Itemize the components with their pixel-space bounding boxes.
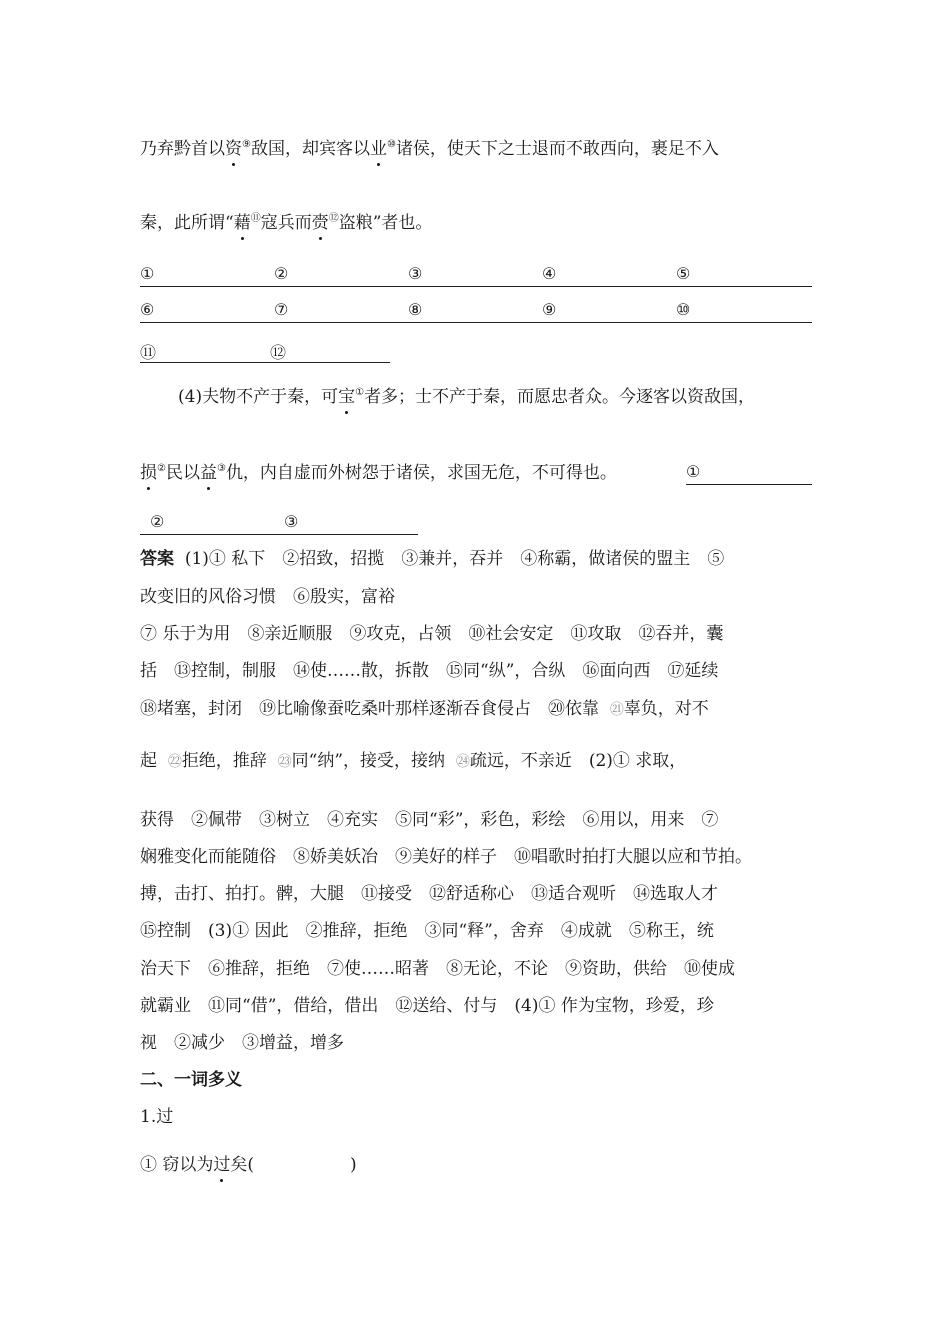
question-line — [140, 1153, 812, 1177]
answer-line: 治天下 ⑥推辞，拒绝 ⑦使……昭著 ⑧无论，不论 ⑨资助，供给 ⑩使成 — [140, 959, 735, 979]
text: 诸侯，使天下之士退而不敢西向，裹足不入 — [395, 139, 719, 159]
text: 仇，内自虚而外树怨于诸侯，求国无危，不可得也。 — [225, 463, 617, 483]
dotted-char: 藉 — [233, 213, 251, 233]
passage-line — [140, 212, 812, 234]
note-mark: ㉔ — [455, 754, 470, 770]
answer-line — [140, 547, 812, 571]
dotted-char: 资 — [225, 139, 242, 159]
note-mark: ① — [355, 387, 365, 398]
answer-line — [140, 749, 812, 774]
text: ) — [350, 1155, 357, 1175]
dotted-char: 业 — [369, 139, 387, 159]
note-mark: ③ — [216, 463, 226, 474]
note-mark: ㉑ — [609, 702, 624, 718]
note-mark: ② — [157, 463, 166, 474]
note-mark: ㉓ — [277, 754, 292, 770]
text: 乃弃黔首以 — [140, 139, 225, 159]
answer-line: ⑦ 乐于为用 ⑧亲近顺服 ⑨攻克，占领 ⑩社会安定 ⑪攻取 ⑫吞并，囊 — [140, 624, 724, 644]
blank-row[interactable] — [140, 264, 812, 287]
blank-label: ① — [686, 462, 701, 481]
answer-line: ⑮控制 (3)① 因此 ②推辞，拒绝 ③同“释”，舍弃 ④成就 ⑤称王，统 — [140, 921, 714, 941]
blank-label: ⑤ — [676, 264, 691, 283]
blank-label: ③ — [408, 264, 423, 283]
answer-line — [140, 697, 812, 722]
blank-label: ⑪ — [140, 343, 157, 362]
answer-line: 就霸业 ⑪同“借”，借给，借出 ⑫送给、付与 (4)① 作为宝物，珍爱，珍 — [140, 996, 714, 1016]
text: ⑱堵塞，封闭 ⑲比喻像蚕吃桑叶那样逐渐吞食侵占 ⑳依靠 — [140, 699, 599, 719]
answer-line: 视 ②减少 ③增益，增多 — [140, 1033, 344, 1053]
dotted-char: 宝 — [338, 387, 356, 407]
dotted-char: 赍 — [311, 213, 329, 233]
blank-label: ③ — [284, 512, 299, 531]
blank-label: ② — [150, 512, 165, 531]
text: (4)夫物不产于秦，可 — [178, 387, 339, 407]
blank-row[interactable] — [140, 512, 418, 535]
note-mark: ⑫ — [328, 213, 339, 224]
blank-label: ⑦ — [274, 300, 289, 319]
text: 者多；士不产于秦，而愿忠者众。今逐客以资敌国， — [364, 387, 756, 407]
blank-label: ⑧ — [408, 300, 423, 319]
blank-field[interactable] — [686, 462, 812, 485]
dotted-char: 过 — [213, 1155, 231, 1175]
blank-label: ④ — [542, 264, 557, 283]
answer-line: 改变旧的风俗习惯 ⑥殷实，富裕 — [140, 587, 395, 607]
text: 矣( — [230, 1155, 255, 1175]
text: 敌国，却宾客以 — [250, 139, 370, 159]
blank-label: ⑫ — [270, 343, 287, 362]
text: 秦，此所谓“ — [140, 213, 234, 233]
text: ① 窃以为 — [140, 1155, 214, 1175]
passage-line — [178, 386, 812, 408]
blank-label: ② — [274, 264, 289, 283]
answer-line: 获得 ②佩带 ③树立 ④充实 ⑤同“彩”，彩色，彩绘 ⑥用以，用来 ⑦ — [140, 810, 719, 830]
blank-row[interactable] — [140, 300, 812, 323]
dotted-char: 损 — [140, 463, 157, 483]
text: 拒绝，推辞 — [181, 751, 267, 771]
text: 疏远，不亲近 (2)① 求取， — [469, 751, 687, 771]
note-mark: ⑨ — [242, 139, 251, 150]
passage-line — [140, 138, 812, 160]
blank-label: ⑨ — [542, 300, 557, 319]
blank-label: ⑥ — [140, 300, 155, 319]
answer-label: 答案 — [140, 549, 174, 569]
text: 民以 — [165, 463, 200, 483]
item-title: 1.过 — [140, 1107, 174, 1127]
blank-label: ① — [140, 264, 155, 283]
text: 盗粮”者也。 — [338, 213, 433, 233]
note-mark: ⑪ — [250, 213, 261, 224]
answer-line: 搏，击打、拍打。髀，大腿 ⑪接受 ⑫舒适称心 ⑬适合观听 ⑭选取人才 — [140, 884, 718, 904]
blank-row[interactable] — [140, 340, 390, 363]
note-mark: ⑩ — [386, 139, 396, 150]
text: (1)① 私下 ②招致，招揽 ③兼并，吞并 ④称霸，做诸侯的盟主 ⑤ — [184, 549, 725, 569]
answer-line: 娴雅变化而能随俗 ⑧娇美妖冶 ⑨美好的样子 ⑩唱歌时拍打大腿以应和节拍。 — [140, 847, 752, 867]
text: 同“纳”，接受，接纳 — [291, 751, 446, 771]
dotted-char: 益 — [199, 463, 217, 483]
text: 辜负，对不 — [623, 699, 709, 719]
blank-label: ⑩ — [676, 300, 691, 319]
text: 起 — [140, 751, 157, 771]
note-mark: ㉒ — [167, 754, 182, 770]
answer-line: 括 ⑬控制，制服 ⑭使……散，拆散 ⑮同“纵”，合纵 ⑯面向西 ⑰延续 — [140, 661, 719, 681]
section-heading: 二、一词多义 — [140, 1070, 242, 1090]
text: 寇兵而 — [260, 213, 312, 233]
